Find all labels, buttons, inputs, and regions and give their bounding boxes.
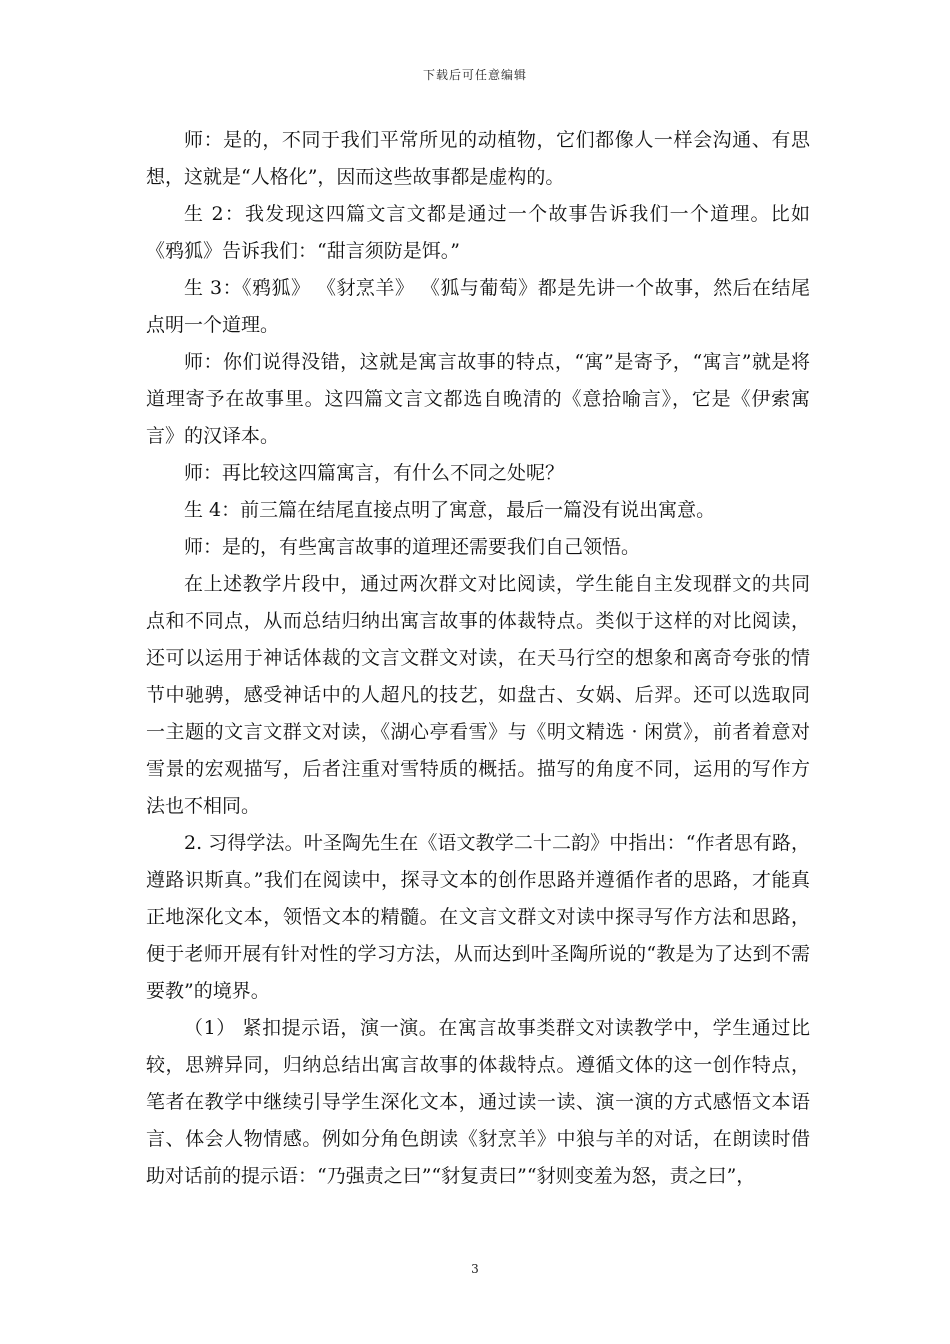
page-number: 3 (471, 1262, 479, 1276)
page-header: 下载后可任意编辑 (422, 68, 527, 82)
paragraph: 2. 习得学法。叶圣陶先生在《语文教学二十二韵》中指出：“作者思有路，遵路识斯真。”我们在阅读中，探寻文本的创作思路并遵循作者的思路，才能真正地深化文本，领悟文本的精髓。在文言文群文对读中探寻写作方法和思路，便于老师开展有针对性的学习方法，从而达到叶圣陶所说的“教是为了达到不需要教”的境界。 (146, 832, 810, 1002)
paragraph: 师：你们说得没错，这就是寓言故事的特点，“寓”是寄予，“寓言”就是将道理寄予在故事里。这四篇文言文都选自晚清的《意拾喻言》，它是《伊索寓言》的汉译本。 (146, 351, 810, 447)
paragraph: 生 4：前三篇在结尾直接点明了寓意，最后一篇没有说出寓意。 (184, 499, 716, 521)
paragraph: 生 2：我发现这四篇文言文都是通过一个故事告诉我们一个道理。比如《鸦狐》告诉我们：“甜言须防是饵。” (146, 203, 810, 262)
document-body (146, 122, 810, 1195)
paragraph: （1） 紧扣提示语，演一演。在寓言故事类群文对读教学中，学生通过比较，思辨异同，归纳总结出寓言故事的体裁特点。遵循文体的这一创作特点，笔者在教学中继续引导学生深化文本，通过读一读、演一演的方式感悟文本语言、体会人物情感。例如分角色朗读《豺烹羊》中狼与羊的对话，在朗读时借助对话前的提示语：“乃强责之曰”“豺复责曰”“豺则变羞为怒，责之曰”， (146, 1017, 810, 1187)
paragraph: 师：再比较这四篇寓言，有什么不同之处呢？ (184, 462, 565, 484)
paragraph: 师：是的，不同于我们平常所见的动植物，它们都像人一样会沟通、有思想，这就是“人格化”，因而这些故事都是虚构的。 (146, 129, 810, 188)
paragraph: 师：是的，有些寓言故事的道理还需要我们自己领悟。 (184, 536, 641, 558)
paragraph: 生 3：《鸦狐》 《豺烹羊》 《狐与葡萄》都是先讲一个故事，然后在结尾点明一个道理。 (146, 277, 810, 336)
paragraph: 在上述教学片段中，通过两次群文对比阅读，学生能自主发现群文的共同点和不同点，从而总结归纳出寓言故事的体裁特点。类似于这样的对比阅读，还可以运用于神话体裁的文言文群文对读，在天马行空的想象和离奇夸张的情节中驰骋，感受神话中的人超凡的技艺，如盘古、女娲、后羿。还可以选取同一主题的文言文群文对读，《湖心亭看雪》与《明文精选 · 闲赏》，前者着意对雪景的宏观描写，后者注重对雪特质的概括。描写的角度不同，运用的写作方法也不相同。 (146, 573, 810, 817)
